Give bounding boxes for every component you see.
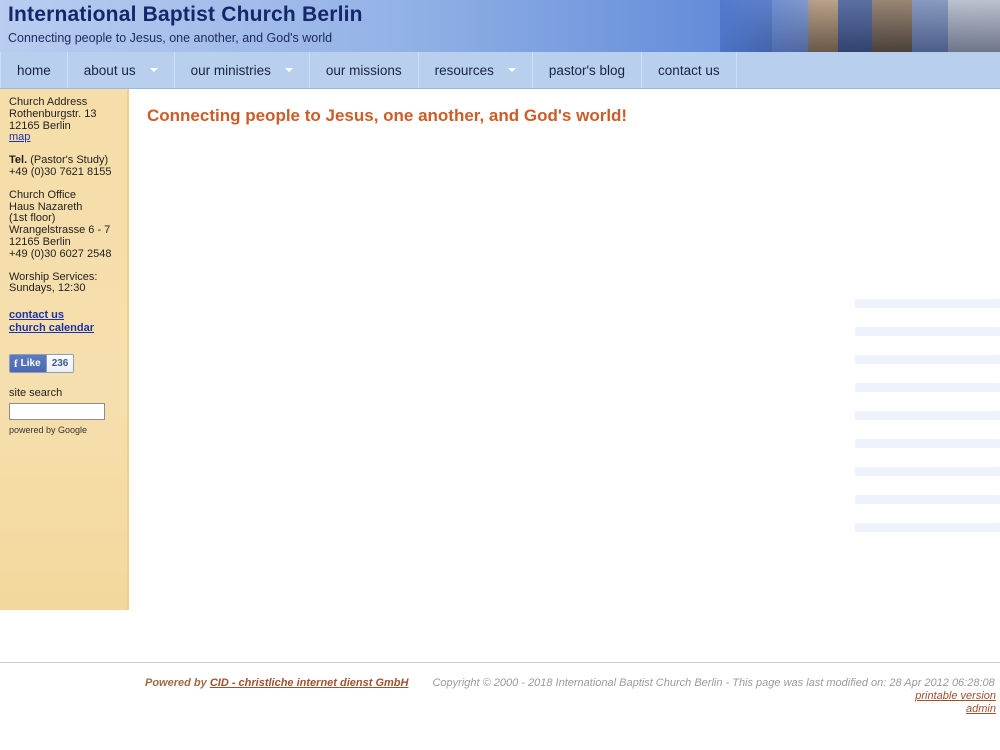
church-address-line2: 12165 Berlin: [9, 119, 71, 132]
sidebar-links: [9, 309, 119, 334]
church-office-line3: Wrangelstrasse 6 - 7: [9, 224, 111, 237]
site-footer: [0, 662, 1000, 716]
footer-powered-link[interactable]: CID - christliche internet dienst GmbH: [209, 677, 409, 689]
chevron-down-icon: [285, 68, 293, 72]
nav-item-label: our missions: [325, 62, 402, 78]
sidebar-link-church-calendar[interactable]: church calendar: [9, 321, 94, 334]
nav-item-label: about us: [83, 62, 136, 78]
phone-label: Tel.: [9, 154, 28, 167]
site-header: [0, 0, 1000, 52]
nav-item-our-ministries[interactable]: [175, 52, 310, 88]
nav-item-label: home: [17, 62, 51, 78]
congregation-photo: [720, 0, 1000, 52]
facebook-like-label: Like: [20, 358, 41, 370]
search-powered-by: powered by Google: [9, 425, 88, 436]
nav-filler: [737, 52, 1000, 88]
facebook-like-count: 236: [46, 355, 74, 372]
nav-item-contact-us[interactable]: [642, 52, 737, 88]
footer-copyright: Copyright © 2000 - 2018 International Baptist Church Berlin - This page was last modified on: 28 Apr 2012 06:28:08: [432, 677, 995, 689]
nav-item-pastors-blog[interactable]: [533, 52, 642, 88]
site-tagline: Connecting people to Jesus, one another, and God's world: [8, 31, 333, 45]
footer-links: [0, 690, 1000, 716]
placeholder-content-block: [855, 299, 1000, 551]
worship-services-label: Worship Services:: [9, 270, 98, 283]
search-input[interactable]: [9, 403, 105, 420]
page-title: Connecting people to Jesus, one another, and God's world!: [147, 106, 628, 125]
phone-block: [9, 155, 119, 179]
sidebar-link-contact-us[interactable]: contact us: [9, 309, 65, 322]
chevron-down-icon: [508, 68, 516, 72]
nav-item-resources[interactable]: [419, 52, 533, 88]
footer-powered-by: [145, 677, 408, 689]
phone-qualifier: (Pastor's Study): [30, 154, 109, 167]
admin-link[interactable]: admin: [966, 703, 996, 715]
worship-services-block: [9, 272, 119, 296]
church-office-line2: (1st floor): [9, 212, 56, 225]
nav-item-home[interactable]: [0, 52, 68, 88]
worship-services-time: Sundays, 12:30: [9, 282, 86, 295]
main-navigation: [0, 52, 1000, 89]
nav-item-label: resources: [434, 62, 494, 78]
facebook-icon: f: [14, 357, 18, 370]
nav-item-label: contact us: [658, 62, 720, 78]
church-office-line4: 12165 Berlin: [9, 235, 71, 248]
church-address-line1: Rothenburgstr. 13: [9, 107, 97, 120]
site-title: International Baptist Church Berlin: [8, 3, 363, 26]
nav-item-our-missions[interactable]: [310, 52, 419, 88]
facebook-like-button[interactable]: [9, 354, 74, 373]
printable-version-link[interactable]: printable version: [915, 690, 996, 702]
nav-item-label: pastor's blog: [548, 62, 626, 78]
church-office-heading: Church Office: [9, 188, 77, 201]
page-content: [0, 89, 1000, 610]
sidebar: [0, 89, 129, 610]
church-address-heading: Church Address: [9, 96, 88, 108]
phone-number: +49 (0)30 7621 8155: [9, 165, 112, 178]
main-area: [129, 89, 1000, 610]
map-link[interactable]: map: [9, 131, 31, 144]
church-address-block: [9, 97, 119, 144]
church-office-phone: +49 (0)30 6027 2548: [9, 247, 112, 260]
nav-item-label: our ministries: [190, 62, 271, 78]
chevron-down-icon: [150, 68, 158, 72]
church-office-line1: Haus Nazareth: [9, 200, 83, 213]
nav-item-about-us[interactable]: [68, 52, 175, 88]
site-search-label: site search: [9, 387, 63, 400]
footer-powered-prefix: Powered by: [145, 677, 207, 689]
church-office-block: [9, 190, 119, 261]
site-search-block: [9, 387, 119, 435]
